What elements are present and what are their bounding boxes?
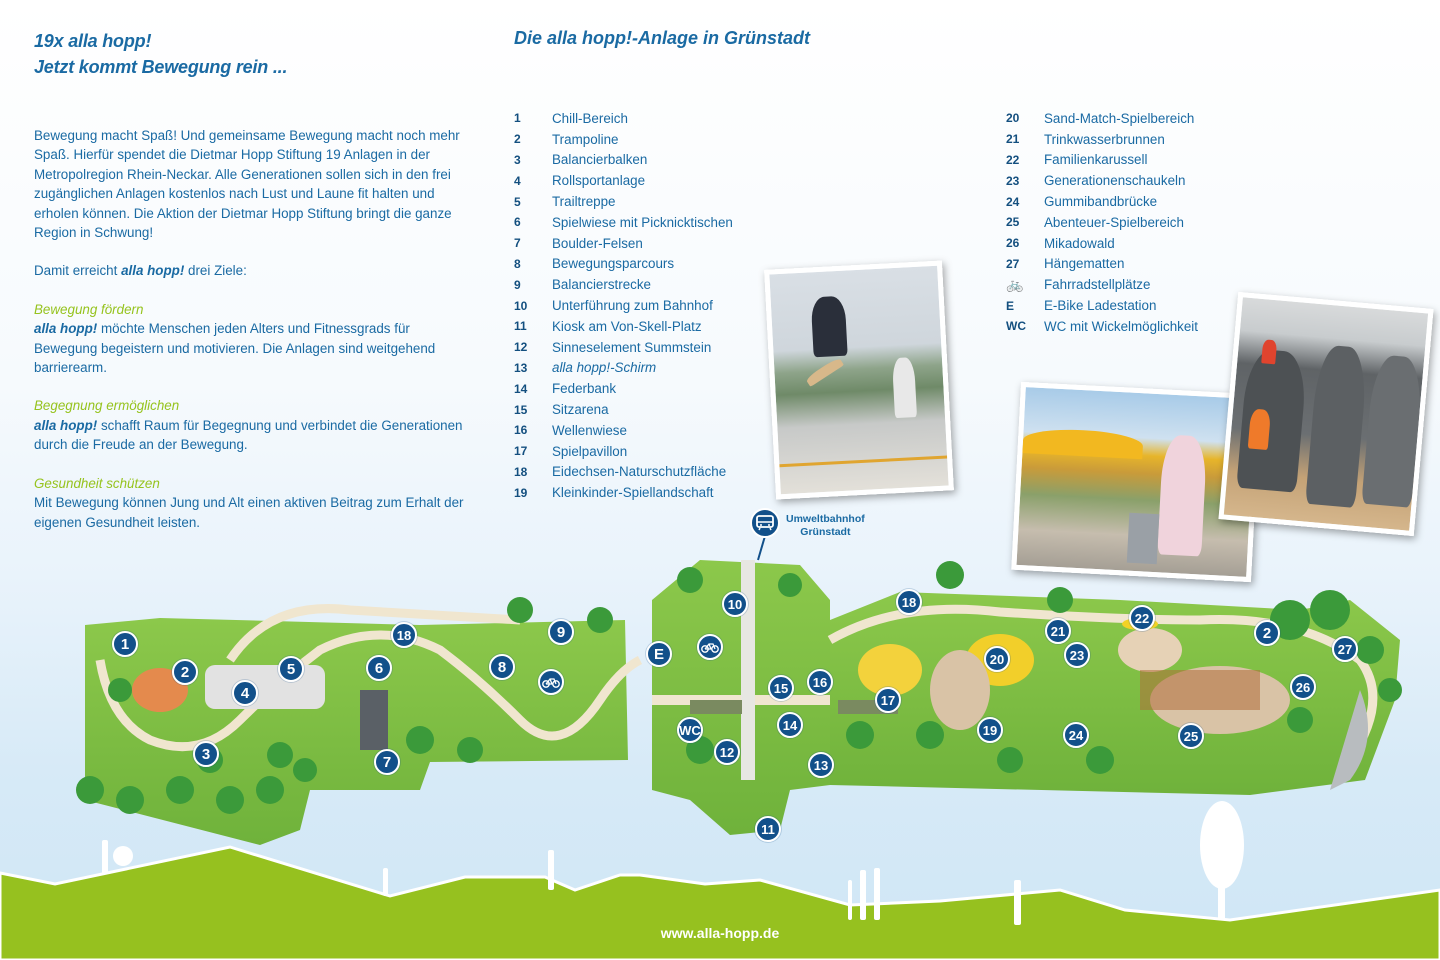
goal-title: Bewegung fördern [34, 301, 144, 317]
person-silhouette [874, 868, 880, 920]
map-marker-26[interactable]: 26 [1290, 674, 1316, 700]
goal-title: Gesundheit schützen [34, 475, 160, 491]
map-marker-8[interactable]: 8 [489, 654, 515, 680]
map-marker-24[interactable]: 24 [1063, 722, 1089, 748]
child-silhouette [848, 880, 852, 920]
legend-label: Gummibandbrücke [1044, 194, 1158, 210]
legend-label: E-Bike Ladestation [1044, 298, 1157, 314]
goal-brand: alla hopp! [34, 321, 98, 337]
goal-text: Mit Bewegung können Jung und Alt einen aktiven Beitrag zum Erhalt der eigenen Gesundheit leisten. [34, 495, 464, 530]
map-marker-4[interactable]: 4 [232, 680, 258, 706]
legend-label: Rollsportanlage [552, 173, 646, 189]
legend-label: Fahrradstellplätze [1044, 277, 1151, 293]
legend-number: 13 [514, 360, 528, 375]
train-icon [756, 515, 774, 531]
legend-label: Boulder-Felsen [552, 235, 643, 251]
legend-number: 20 [1006, 111, 1020, 126]
map-marker-18[interactable]: 18 [391, 622, 417, 648]
legend-number: 7 [514, 236, 521, 251]
legend-number: 2 [514, 132, 521, 147]
legend-number: 1 [514, 111, 521, 126]
legend-label: Chill-Bereich [552, 110, 628, 126]
map-marker-13[interactable]: 13 [808, 752, 834, 778]
legend-label: WC mit Wickelmöglichkeit [1044, 318, 1199, 334]
station-pointer [758, 536, 765, 560]
map-marker-12[interactable]: 12 [714, 739, 740, 765]
legend-label: Spielpavillon [552, 443, 628, 459]
legend-number: 25 [1006, 215, 1020, 230]
train-station-marker[interactable] [750, 508, 780, 538]
legend-number: 26 [1006, 236, 1020, 251]
legend-label: Unterführung zum Bahnhof [552, 298, 713, 314]
elderly-silhouette [548, 850, 554, 890]
bicycle-icon: 🚲 [1006, 276, 1024, 293]
map-marker-14[interactable]: 14 [777, 712, 803, 738]
legend-label: Familienkarussell [1044, 152, 1148, 168]
map-marker-17[interactable]: 17 [875, 687, 901, 713]
legend-label: Trailtreppe [552, 194, 616, 210]
map-marker-7[interactable]: 7 [374, 749, 400, 775]
legend-label: Kiosk am Von-Skell-Platz [552, 318, 702, 334]
person-silhouette [102, 840, 108, 874]
map-marker-3[interactable]: 3 [193, 741, 219, 767]
legend-label: Spielwiese mit Picknicktischen [552, 214, 733, 230]
map-marker-18[interactable]: 18 [896, 589, 922, 615]
goal-text: möchte Menschen jeden Alters und Fitnessgrads für Bewegung begeistern und motivieren. Die Anlagen sind weitgehend barrierearm. [34, 321, 436, 376]
boulder-area [360, 690, 388, 750]
legend-label: Trampoline [552, 131, 619, 147]
legend-label: Eidechsen-Naturschutzfläche [552, 464, 727, 480]
wc-building-roof [690, 700, 742, 714]
map-marker-1[interactable]: 1 [112, 631, 138, 657]
legend-number: 11 [514, 319, 527, 334]
legend-number: 18 [514, 464, 528, 479]
legend-number: 16 [514, 423, 528, 438]
goals-intro-suffix: drei Ziele: [184, 263, 247, 279]
adventure-structure [1140, 670, 1260, 710]
legend-number: 27 [1006, 256, 1020, 271]
map-marker-5[interactable]: 5 [278, 656, 304, 682]
goal-text: schafft Raum für Begegnung und verbindet die Generationen durch die Freude an der Bewegung. [34, 417, 463, 453]
legend-label: Wellenwiese [552, 422, 627, 438]
legend-number: E [1006, 298, 1015, 313]
goals-intro-prefix: Damit erreicht [34, 263, 122, 279]
legend-label: Generationenschaukeln [1044, 173, 1186, 189]
goals-intro-brand: alla hopp! [121, 263, 185, 279]
map-marker-21[interactable]: 21 [1045, 618, 1071, 644]
legend-number: 22 [1006, 152, 1020, 167]
legend-label: Abenteuer-Spielbereich [1044, 214, 1184, 230]
stroller-silhouette [113, 846, 133, 866]
goal-title: Begegnung ermöglichen [34, 398, 180, 414]
legend-number: 17 [514, 444, 528, 459]
map-marker-2[interactable]: 2 [1254, 620, 1280, 646]
map-marker-19[interactable]: 19 [977, 717, 1003, 743]
legend-number: 21 [1006, 132, 1020, 147]
station-label [786, 513, 865, 539]
legend-title: Die alla hopp!-Anlage in Grünstadt [514, 28, 811, 48]
legend-label: Federbank [552, 381, 617, 397]
bicycle-icon[interactable] [538, 669, 564, 695]
legend-label: Sand-Match-Spielbereich [1044, 110, 1195, 126]
legend-number: 19 [514, 485, 528, 500]
tree-crown-silhouette [1200, 801, 1244, 889]
map-marker-25[interactable]: 25 [1178, 723, 1204, 749]
map-marker-20[interactable]: 20 [984, 646, 1010, 672]
legend-number: 6 [514, 215, 521, 230]
map-marker-22[interactable]: 22 [1129, 605, 1155, 631]
person-silhouette [1014, 880, 1021, 925]
map-marker-10[interactable]: 10 [722, 591, 748, 617]
person-silhouette [383, 868, 388, 896]
intro-title-line1: 19x alla hopp! [34, 31, 152, 51]
rollsport-area [205, 665, 325, 709]
legend-label: Sitzarena [552, 402, 609, 418]
station-label-line2: Grünstadt [800, 526, 851, 538]
legend-label: Trinkwasserbrunnen [1044, 131, 1165, 147]
carousel-area [1118, 628, 1182, 672]
legend-label: alla hopp!-Schirm [552, 360, 657, 376]
legend-number: 15 [514, 402, 528, 417]
legend-label: Bewegungsparcours [552, 256, 675, 272]
map-marker-16[interactable]: 16 [807, 669, 833, 695]
map-marker-11[interactable]: 11 [755, 816, 781, 842]
legend-number: 4 [514, 173, 521, 188]
legend-number: 24 [1006, 194, 1020, 209]
legend-label: Hängematten [1044, 256, 1125, 272]
legend-label: Kleinkinder-Spiellandschaft [552, 485, 714, 501]
legend-number: WC [1006, 319, 1026, 334]
legend-label: Sinneselement Summstein [552, 339, 712, 355]
map-marker-27[interactable]: 27 [1332, 636, 1358, 662]
intro-paragraph: Bewegung macht Spaß! Und gemeinsame Bewegung macht noch mehr Spaß. Hierfür spendet die Dietmar Hopp Stiftung 19 Anlagen in der Metropolregion Rhein-Neckar. Alle Generationen sollen sich in den frei zugänglichen Anlagen kostenlos nach Lust und Laune fit halten und erholen können. Die Aktion der Dietmar Hopp Stiftung bringt die ganze Region in Schwung! [34, 128, 460, 241]
map-marker-23[interactable]: 23 [1064, 642, 1090, 668]
goal-brand: alla hopp! [34, 417, 98, 433]
legend-number: 8 [514, 256, 521, 271]
website-url[interactable]: www.alla-hopp.de [660, 925, 780, 941]
map-marker-2[interactable]: 2 [172, 659, 198, 685]
legend-number: 3 [514, 152, 521, 167]
legend-label: Balancierbalken [552, 152, 648, 168]
legend-label: Balancierstrecke [552, 277, 651, 293]
map-marker-15[interactable]: 15 [768, 675, 794, 701]
legend-number: 14 [514, 381, 528, 396]
map-marker-9[interactable]: 9 [548, 619, 574, 645]
legend-number: 23 [1006, 173, 1020, 188]
person-silhouette [860, 870, 866, 920]
bicycle-icon[interactable] [697, 634, 723, 660]
legend-label: Mikadowald [1044, 235, 1115, 251]
toddler-play-area [930, 650, 990, 730]
legend-number: 10 [514, 298, 528, 313]
legend-number: 5 [514, 194, 521, 209]
intro-title-line2: Jetzt kommt Bewegung rein ... [34, 57, 288, 77]
map-marker-wc[interactable]: WC [677, 717, 703, 743]
map-marker-e[interactable]: E [646, 641, 672, 667]
legend-number: 9 [514, 277, 521, 292]
legend-number: 12 [514, 340, 528, 355]
map-marker-6[interactable]: 6 [366, 655, 392, 681]
station-label-line1: Umweltbahnhof [786, 513, 865, 525]
